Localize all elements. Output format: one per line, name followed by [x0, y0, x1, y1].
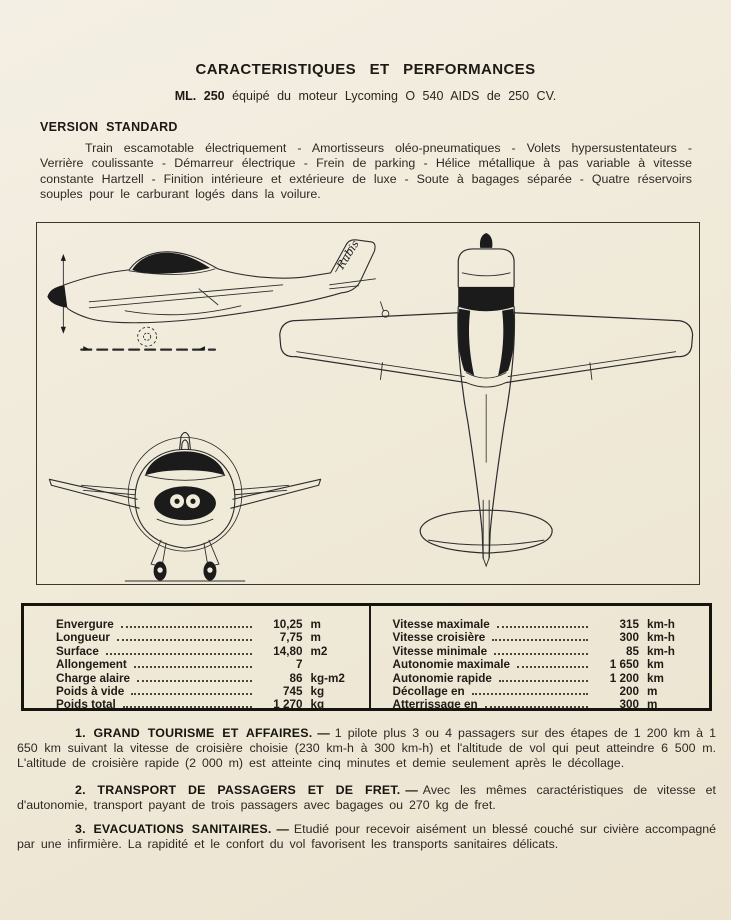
spec-label: Surface — [56, 644, 99, 658]
leader-dots — [117, 639, 252, 641]
spec-unit: km-h — [647, 631, 675, 645]
spec-label: Vitesse croisière — [392, 631, 486, 645]
spec-value: 315 — [619, 618, 639, 631]
spec-label: Charge alaire — [56, 671, 131, 685]
spec-unit: km — [647, 671, 664, 685]
aircraft-three-view-drawing — [37, 223, 699, 584]
spec-label: Atterrissage en — [392, 698, 478, 712]
spec-unit: kg — [310, 684, 325, 698]
spec-unit: km-h — [647, 618, 675, 631]
model-subtitle — [0, 89, 731, 103]
spec-unit: kg — [310, 698, 325, 712]
leader-dots — [123, 706, 252, 708]
em-dash: — — [317, 726, 330, 740]
leader-dots — [517, 666, 588, 668]
spec-row-poids-total — [56, 699, 353, 711]
leader-dots — [121, 626, 252, 628]
engine-description: équipé du moteur Lycoming O 540 AIDS de 250 CV. — [232, 89, 557, 103]
leader-dots — [134, 666, 252, 668]
spec-row-surface — [56, 646, 353, 658]
leader-dots — [131, 693, 251, 695]
spec-unit: km-h — [647, 644, 675, 658]
spec-value: 7,75 — [279, 631, 303, 645]
section-heading: 1. GRAND TOURISME ET AFFAIRES. — [75, 726, 313, 740]
spec-value: 10,25 — [273, 618, 303, 631]
section-text: 1 pilote plus 3 ou 4 passagers sur des étapes de 1 200 km à 1 650 km suivant la vitesse de croisière choisie (230 km-h à 300 km-h) et l'altitude de vol qui peut atteindre 6 500 m. L'altitude de croisière rapide (2 000 m) est atteinte cinq minutes et demie seulement après le décollage. — [17, 726, 716, 771]
spec-value: 85 — [625, 644, 639, 658]
leader-dots — [485, 706, 588, 708]
spec-unit: m — [310, 618, 321, 631]
spec-row-vitesse-maximale — [393, 619, 690, 631]
side-view-drawing — [47, 237, 388, 351]
spec-row-poids-a-vide — [56, 686, 353, 698]
spec-row-autonomie-rapide — [393, 673, 690, 685]
section-heading: 3. EVACUATIONS SANITAIRES. — [75, 822, 272, 836]
leader-dots — [497, 626, 588, 628]
spec-row-longueur — [56, 632, 353, 644]
leader-dots — [137, 680, 251, 682]
page-title: CARACTERISTIQUES ET PERFORMANCES — [195, 61, 536, 78]
spec-value: 1 650 — [609, 658, 639, 672]
spec-value: 300 — [619, 631, 639, 645]
spec-value: 86 — [289, 671, 303, 685]
three-view-figure — [36, 222, 700, 585]
leader-dots — [106, 653, 252, 655]
spec-value: 300 — [619, 698, 639, 712]
spec-label: Décollage en — [392, 684, 465, 698]
front-view-drawing — [49, 432, 320, 581]
spec-unit: kg-m2 — [310, 671, 345, 685]
section-text: Avec les mêmes caractéristiques de vitesse et d'autonomie, transport payant de trois passagers avec bagages ou 270 kg de fret. — [17, 783, 717, 813]
spec-unit: km — [647, 658, 664, 672]
version-standard-heading: VERSION STANDARD — [40, 120, 178, 134]
spec-row-vitesse-croisiere — [393, 632, 690, 644]
tail-logo: Rubis — [334, 237, 362, 272]
leader-dots — [492, 639, 588, 641]
spec-column-performance — [371, 606, 710, 712]
spec-label: Vitesse minimale — [392, 644, 488, 658]
section-evacuations-sanitaires — [17, 822, 716, 852]
spec-row-autonomie-maximale — [393, 659, 690, 671]
spec-unit: m — [647, 684, 658, 698]
leader-dots — [499, 680, 588, 682]
equipment-paragraph: Train escamotable électriquement - Amortisseurs oléo-pneumatiques - Volets hypersustentateurs - Verrière coulissante - Démarreur électrique - Frein de parking - Hélice métallique à pas variable à vitesse constante Hartzell - Finition intérieure et extérieure de luxe - Soute à bagages séparée - Quatre réservoirs souples pour le carburant logés dans la voilure. — [40, 141, 692, 202]
spec-unit: m — [310, 631, 321, 645]
spec-value: 1 270 — [273, 698, 303, 712]
spec-value: 7 — [295, 658, 303, 672]
spec-value: 1 200 — [609, 671, 639, 685]
spec-column-dimensions — [24, 606, 371, 712]
section-heading: 2. TRANSPORT DE PASSAGERS ET DE FRET. — [75, 783, 401, 797]
spec-label: Vitesse maximale — [392, 618, 490, 631]
leader-dots — [472, 693, 588, 695]
spec-row-charge-alaire — [56, 673, 353, 685]
section-text: Etudié pour recevoir aisément un blessé couché sur civière accompagné par une infirmière. La rapidité et le confort du vol favorisent les transports sanitaires délicats. — [17, 822, 717, 852]
spec-unit: m2 — [310, 644, 328, 658]
spec-label: Longueur — [56, 631, 110, 645]
model-number: ML. 250 — [174, 89, 225, 103]
spec-label: Autonomie rapide — [392, 671, 492, 685]
spec-value: 745 — [282, 684, 303, 698]
spec-label: Allongement — [56, 658, 127, 672]
spec-row-allongement — [56, 659, 353, 671]
spec-label: Poids total — [56, 698, 116, 712]
spec-label: Autonomie maximale — [392, 658, 511, 672]
spec-row-decollage — [393, 686, 690, 698]
spec-value: 200 — [619, 684, 639, 698]
spec-row-atterrissage — [393, 699, 690, 711]
spec-value: 14,80 — [273, 644, 303, 658]
spec-row-envergure — [56, 619, 353, 631]
spec-label: Poids à vide — [56, 684, 125, 698]
spec-unit: m — [647, 698, 658, 712]
section-transport-fret — [17, 783, 716, 813]
em-dash: — — [276, 822, 289, 836]
spec-row-vitesse-minimale — [393, 646, 690, 658]
em-dash: — — [405, 783, 418, 797]
leader-dots — [494, 653, 588, 655]
spec-table — [21, 603, 712, 711]
section-grand-tourisme — [17, 726, 716, 771]
spec-label: Envergure — [56, 618, 114, 631]
